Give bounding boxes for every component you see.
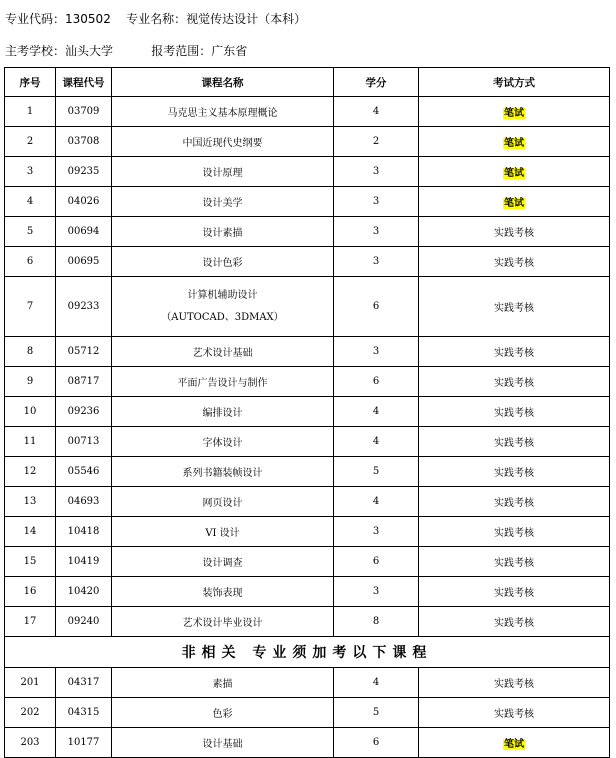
course-exam-cell: [419, 337, 610, 367]
course-credit: 4: [372, 496, 380, 507]
course-code: 09236: [67, 406, 100, 417]
course-no-cell: [5, 337, 56, 367]
course-name: 中国近现代史纲要: [182, 138, 263, 149]
course-code-cell: [56, 127, 112, 157]
course-code-cell: [56, 607, 112, 637]
course-name-cell: [112, 187, 334, 217]
course-exam: 实践考核: [494, 258, 534, 269]
col-header-code: 课程代号: [56, 68, 112, 97]
course-credit-cell: [334, 487, 419, 517]
course-credit: 5: [372, 466, 380, 477]
course-code: 03709: [67, 106, 100, 117]
course-no-cell: [5, 247, 56, 277]
course-exam: 实践考核: [494, 618, 534, 629]
course-exam-cell: [419, 187, 610, 217]
course-code: 04026: [67, 196, 100, 207]
course-no: 11: [23, 436, 37, 447]
course-exam: 实践考核: [494, 498, 534, 509]
course-credit-cell: [334, 547, 419, 577]
course-credit-cell: [334, 217, 419, 247]
course-no-cell: [5, 457, 56, 487]
course-credit-cell: [334, 127, 419, 157]
course-no-cell: [5, 97, 56, 127]
course-name-cell: [112, 668, 334, 698]
col-header-credit: 学分: [334, 68, 419, 97]
course-credit-cell: [334, 457, 419, 487]
course-name: 艺术设计毕业设计: [182, 618, 263, 629]
course-exam: 实践考核: [494, 348, 534, 359]
course-exam: 实践考核: [494, 408, 534, 419]
course-code-cell: [56, 157, 112, 187]
course-name: 设计美学: [202, 198, 243, 209]
table-row: [5, 217, 610, 247]
course-credit: 2: [372, 136, 380, 147]
major-code-label: 专业代码：: [5, 12, 66, 26]
course-no-cell: [5, 157, 56, 187]
course-code: 03708: [67, 136, 100, 147]
course-name-cell: [112, 397, 334, 427]
course-no: 17: [23, 616, 37, 627]
course-no: 13: [23, 496, 37, 507]
course-no: 4: [26, 196, 34, 207]
course-code-cell: [56, 277, 112, 337]
course-exam: 实践考核: [494, 558, 534, 569]
course-exam: 实践考核: [494, 303, 534, 314]
course-exam: 实践考核: [494, 438, 534, 449]
course-code: 10420: [67, 586, 100, 597]
course-name: 设计素描: [202, 228, 243, 239]
school-info-line: [5, 44, 247, 58]
course-name-cell: [112, 487, 334, 517]
course-code: 09235: [67, 166, 100, 177]
course-code-cell: [56, 698, 112, 728]
scope-label: 报考范围：: [151, 44, 212, 58]
course-code-cell: [56, 427, 112, 457]
course-credit: 3: [372, 526, 380, 537]
course-name-cell: [112, 217, 334, 247]
course-exam-cell: [419, 127, 610, 157]
course-code-cell: [56, 337, 112, 367]
exam-method-highlighted: 笔试: [504, 198, 524, 209]
course-name-cell: [112, 457, 334, 487]
course-no: 6: [26, 256, 34, 267]
table-row: [5, 277, 610, 337]
course-credit: 6: [372, 376, 380, 387]
course-exam-cell: [419, 607, 610, 637]
section-title: 非相关 专业须加考以下课程: [5, 637, 610, 668]
course-code: 05546: [67, 466, 100, 477]
table-row: [5, 397, 610, 427]
course-exam: 实践考核: [494, 468, 534, 479]
course-exam-cell: [419, 277, 610, 337]
table-row: [5, 127, 610, 157]
table-header-row: [5, 68, 610, 97]
course-no: 2: [26, 136, 34, 147]
course-exam-cell: [419, 427, 610, 457]
course-code: 04693: [67, 496, 100, 507]
course-credit: 3: [372, 226, 380, 237]
course-code-cell: [56, 577, 112, 607]
course-name: 设计原理: [202, 168, 243, 179]
table-row: [5, 457, 610, 487]
school-label: 主考学校：: [5, 44, 66, 58]
course-exam-cell: [419, 397, 610, 427]
course-code: 00713: [67, 436, 100, 447]
course-credit-cell: [334, 577, 419, 607]
course-credit-cell: [334, 728, 419, 758]
course-no-cell: [5, 547, 56, 577]
course-code-cell: [56, 367, 112, 397]
course-no: 7: [26, 301, 34, 312]
course-exam: 实践考核: [494, 588, 534, 599]
course-code-cell: [56, 547, 112, 577]
course-no: 12: [23, 466, 37, 477]
course-name-cell: [112, 157, 334, 187]
course-code: 04315: [67, 707, 100, 718]
course-credit-cell: [334, 517, 419, 547]
course-exam: 实践考核: [494, 528, 534, 539]
exam-method-highlighted: 笔试: [504, 108, 524, 119]
course-exam: 实践考核: [494, 378, 534, 389]
course-credit-cell: [334, 97, 419, 127]
course-exam: 实践考核: [494, 679, 534, 690]
course-exam-cell: [419, 698, 610, 728]
course-name-cell: [112, 427, 334, 457]
course-code-cell: [56, 187, 112, 217]
course-credit: 4: [372, 677, 380, 688]
course-exam-cell: [419, 517, 610, 547]
course-code: 10177: [67, 737, 100, 748]
course-exam-cell: [419, 577, 610, 607]
course-credit: 4: [372, 406, 380, 417]
course-no-cell: [5, 607, 56, 637]
course-exam-cell: [419, 97, 610, 127]
course-exam-cell: [419, 247, 610, 277]
course-no-cell: [5, 668, 56, 698]
major-code: 130502: [65, 12, 111, 26]
course-name-cell: [112, 698, 334, 728]
course-credit: 3: [372, 196, 380, 207]
course-table: [4, 67, 610, 758]
course-code: 08717: [67, 376, 100, 387]
course-no: 202: [20, 707, 40, 718]
course-credit-cell: [334, 367, 419, 397]
col-header-no: 序号: [5, 68, 56, 97]
course-code: 00695: [67, 256, 100, 267]
table-row: [5, 577, 610, 607]
course-code-cell: [56, 728, 112, 758]
major-name: 视觉传达设计（本科）: [186, 12, 307, 26]
table-row: [5, 728, 610, 758]
course-code: 09233: [67, 301, 100, 312]
course-name-cell: [112, 127, 334, 157]
school-name: 汕头大学: [65, 44, 114, 58]
course-code-cell: [56, 247, 112, 277]
course-no: 5: [26, 226, 34, 237]
course-name: 色彩: [212, 709, 233, 720]
course-no-cell: [5, 517, 56, 547]
course-no-cell: [5, 427, 56, 457]
course-name: 设计基础: [202, 739, 243, 750]
course-credit-cell: [334, 277, 419, 337]
course-code: 04317: [67, 677, 100, 688]
course-code-cell: [56, 668, 112, 698]
table-row: [5, 337, 610, 367]
course-name-cell: [112, 577, 334, 607]
table-row: [5, 607, 610, 637]
exam-method-highlighted: 笔试: [504, 168, 524, 179]
course-no: 14: [23, 526, 37, 537]
course-code: 09240: [67, 616, 100, 627]
course-credit: 6: [372, 301, 380, 312]
major-name-label: 专业名称：: [126, 12, 187, 26]
course-exam-cell: [419, 217, 610, 247]
course-code-cell: [56, 97, 112, 127]
course-credit: 8: [372, 616, 380, 627]
course-code-cell: [56, 457, 112, 487]
table-row: [5, 97, 610, 127]
course-exam-cell: [419, 457, 610, 487]
table-row: [5, 427, 610, 457]
course-name: 计算机辅助设计: [187, 289, 258, 301]
course-credit: 6: [372, 556, 380, 567]
course-name: 装饰表现: [202, 588, 243, 599]
course-name: 设计色彩: [202, 258, 243, 269]
course-name-cell: [112, 517, 334, 547]
course-exam-cell: [419, 547, 610, 577]
course-exam: 实践考核: [494, 228, 534, 239]
course-no: 1: [26, 106, 34, 117]
course-credit: 3: [372, 166, 380, 177]
table-row: [5, 668, 610, 698]
table-row: [5, 487, 610, 517]
course-no: 8: [26, 346, 34, 357]
course-no: 9: [26, 376, 34, 387]
course-name-cell: [112, 607, 334, 637]
course-name: 艺术设计基础: [192, 348, 253, 359]
course-credit: 5: [372, 707, 380, 718]
course-credit-cell: [334, 698, 419, 728]
course-code-cell: [56, 397, 112, 427]
table-row: [5, 187, 610, 217]
course-no: 10: [23, 406, 37, 417]
col-header-name: 课程名称: [112, 68, 334, 97]
course-code: 10418: [67, 526, 100, 537]
course-exam-cell: [419, 668, 610, 698]
course-no-cell: [5, 127, 56, 157]
course-exam-cell: [419, 487, 610, 517]
course-credit-cell: [334, 337, 419, 367]
course-code: 05712: [67, 346, 100, 357]
course-name: 马克思主义基本原理概论: [167, 108, 278, 119]
course-credit: 4: [372, 436, 380, 447]
course-no-cell: [5, 577, 56, 607]
course-name: 字体设计: [202, 438, 243, 449]
course-name: 系列书籍装帧设计: [182, 468, 263, 479]
course-credit-cell: [334, 668, 419, 698]
course-exam-cell: [419, 367, 610, 397]
course-exam-cell: [419, 728, 610, 758]
table-row: [5, 547, 610, 577]
course-name-cell: [112, 367, 334, 397]
course-credit: 4: [372, 106, 380, 117]
course-no: 203: [20, 737, 40, 748]
course-name: 设计调查: [202, 558, 243, 569]
course-name-cell: [112, 337, 334, 367]
course-no: 201: [20, 677, 40, 688]
course-no-cell: [5, 698, 56, 728]
course-credit: 6: [372, 737, 380, 748]
course-no-cell: [5, 277, 56, 337]
course-no-cell: [5, 367, 56, 397]
course-name: VI 设计: [205, 528, 240, 539]
course-name: 编排设计: [202, 408, 243, 419]
course-no-cell: [5, 187, 56, 217]
course-credit-cell: [334, 157, 419, 187]
course-code-cell: [56, 487, 112, 517]
course-credit-cell: [334, 427, 419, 457]
course-table-body: [5, 97, 610, 758]
course-name-cell: [112, 547, 334, 577]
course-no-cell: [5, 728, 56, 758]
course-no-cell: [5, 487, 56, 517]
table-row: [5, 157, 610, 187]
course-no: 15: [23, 556, 37, 567]
course-exam-cell: [419, 157, 610, 187]
course-credit-cell: [334, 187, 419, 217]
table-row: [5, 367, 610, 397]
exam-method-highlighted: 笔试: [504, 739, 524, 750]
course-name-cell: [112, 247, 334, 277]
course-name: 素描: [212, 679, 233, 690]
col-header-exam: 考试方式: [419, 68, 610, 97]
course-name-cell: [112, 728, 334, 758]
course-name-note: （AUTOCAD、3DMAX）: [161, 311, 284, 323]
course-no: 3: [26, 166, 34, 177]
course-credit: 3: [372, 586, 380, 597]
scope-value: 广东省: [211, 44, 248, 58]
course-code: 10419: [67, 556, 100, 567]
section-title-row: [5, 637, 610, 668]
major-info-line: [5, 12, 306, 26]
course-name-cell: [112, 277, 334, 337]
course-credit: 3: [372, 346, 380, 357]
course-code-cell: [56, 217, 112, 247]
course-name-cell: [112, 97, 334, 127]
course-credit: 3: [372, 256, 380, 267]
table-row: [5, 247, 610, 277]
course-no-cell: [5, 217, 56, 247]
course-name: 平面广告设计与制作: [177, 378, 268, 389]
exam-method-highlighted: 笔试: [504, 138, 524, 149]
course-credit-cell: [334, 397, 419, 427]
course-credit-cell: [334, 607, 419, 637]
course-name: 网页设计: [202, 498, 243, 509]
course-exam: 实践考核: [494, 709, 534, 720]
table-row: [5, 698, 610, 728]
course-code: 00694: [67, 226, 100, 237]
table-row: [5, 517, 610, 547]
course-no-cell: [5, 397, 56, 427]
course-no: 16: [23, 586, 37, 597]
course-credit-cell: [334, 247, 419, 277]
course-code-cell: [56, 517, 112, 547]
